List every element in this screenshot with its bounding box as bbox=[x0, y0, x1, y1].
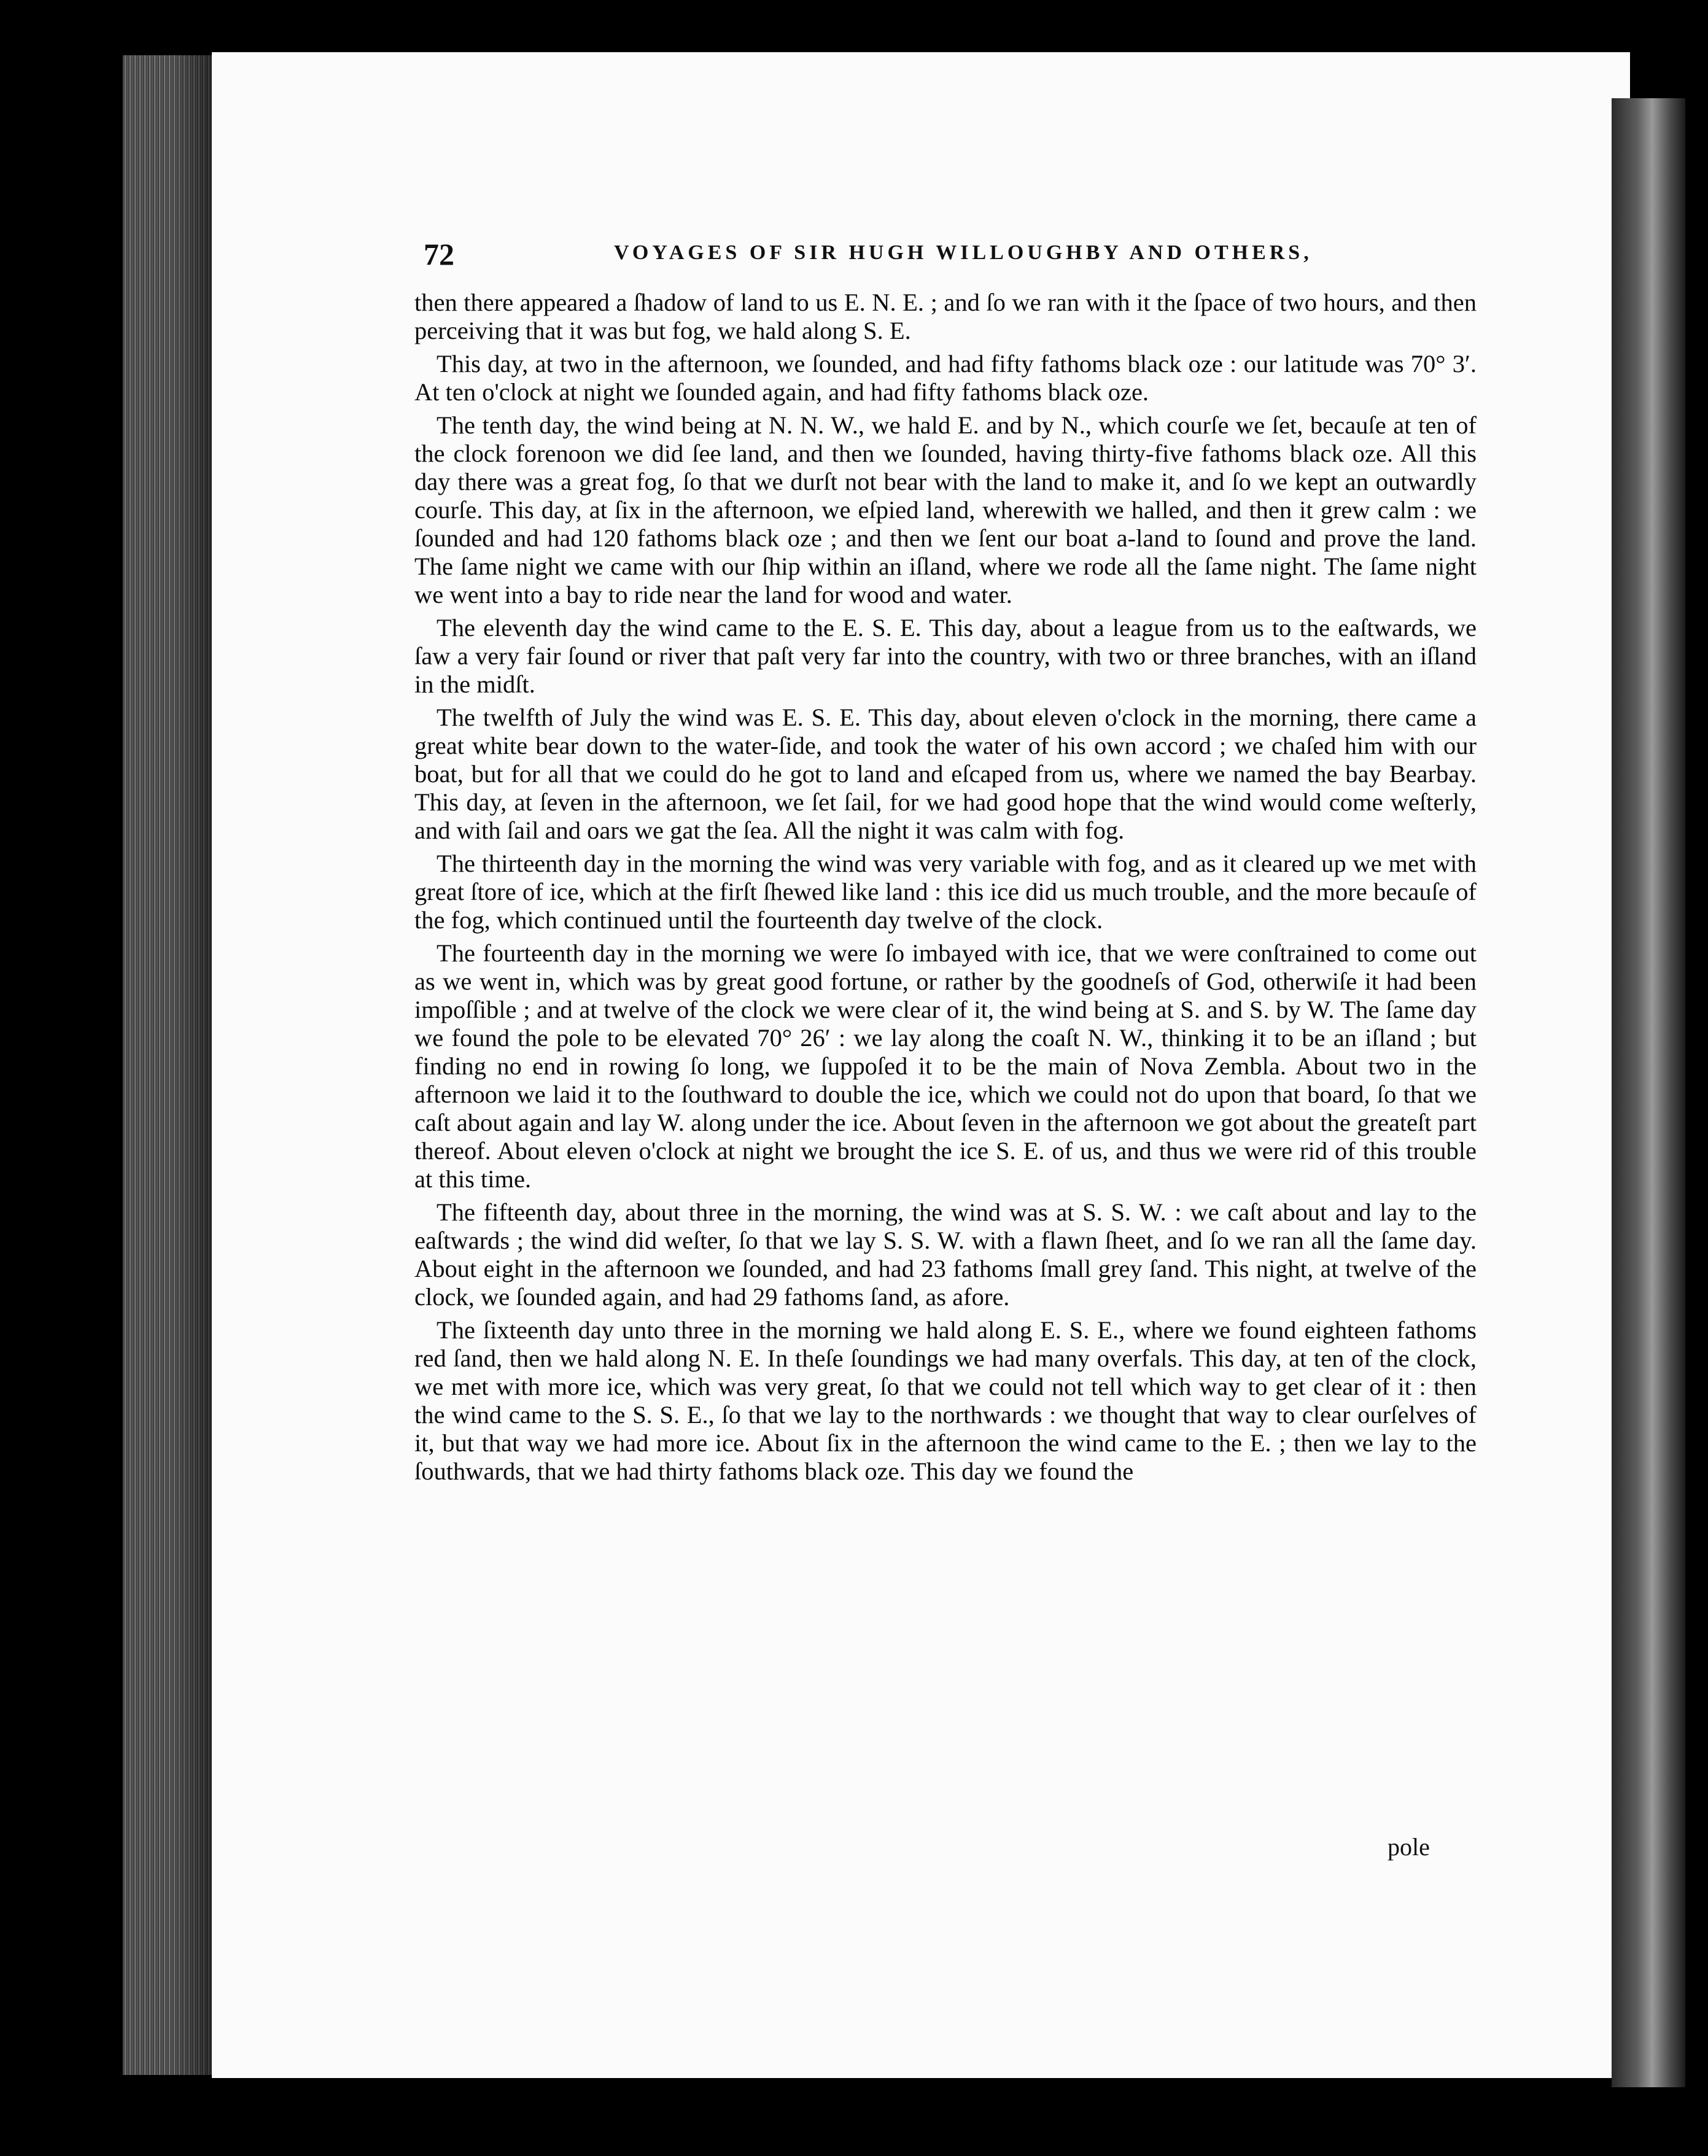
catchword: pole bbox=[1388, 1833, 1430, 1861]
paragraph: This day, at two in the afternoon, we ſounded, and had fifty fathoms black oze : our latitude was 70° 3′. At ten o'clock at night we ſounded again, and had fifty fathoms black oze. bbox=[414, 350, 1477, 406]
paragraph: The fifteenth day, about three in the morning, the wind was at S. S. W. : we caſt about and lay to the eaſtwards ; the wind did weſter, ſo that we lay S. S. W. with a flawn ſheet, and ſo we ran all the ſame day. About eight in the afternoon we ſounded, and had 23 fathoms ſmall grey ſand. This night, at twelve of the clock, we ſounded again, and had 29 fathoms ſand, as afore. bbox=[414, 1198, 1477, 1311]
paragraph: The twelfth of July the wind was E. S. E. This day, about eleven o'clock in the morning, there came a great white bear down to the water-ſide, and took the water of his own accord ; we chaſed him with our boat, but for all that we could do he got to land and eſcaped from us, where we named the bay Bearbay. This day, at ſeven in the afternoon, we ſet ſail, for we had good hope that the wind would come weſterly, and with ſail and oars we gat the ſea. All the night it was calm with fog. bbox=[414, 704, 1477, 844]
paragraph: The fourteenth day in the morning we were ſo imbayed with ice, that we were conſtrained to come out as we went in, which was by great good fortune, or rather by the goodneſs of God, otherwiſe it had been impoſſible ; and at twelve of the clock we were clear of it, the wind being at S. and S. by W. The ſame day we found the pole to be elevated 70° 26′ : we lay along the coaſt N. W., thinking it to be an iſland ; but finding no end in rowing ſo long, we ſuppoſed it to be the main of Nova Zembla. About two in the afternoon we laid it to the ſouthward to double the ice, which we could not do upon that board, ſo that we caſt about again and lay W. along under the ice. About ſeven in the afternoon we got about the greateſt part thereof. About eleven o'clock at night we brought the ice S. E. of us, and thus we were rid of this trouble at this time. bbox=[414, 939, 1477, 1193]
right-binding-edge bbox=[1612, 98, 1685, 2087]
paragraph: The ſixteenth day unto three in the morning we hald along E. S. E., where we found eighteen fathoms red ſand, then we hald along N. E. In theſe ſoundings we had many overfals. This day, at ten of the clock, we met with more ice, which was very great, ſo that we could not tell which way to get clear of it : then the wind came to the S. S. E., ſo that we lay to the northwards : we thought that way to clear ourſelves of it, but that way we had more ice. About ſix in the afternoon the wind came to the E. ; then we lay to the ſouthwards, that we had thirty fathoms black oze. This day we found the bbox=[414, 1316, 1477, 1485]
paragraph: The tenth day, the wind being at N. N. W., we hald E. and by N., which courſe we ſet, becauſe at ten of the clock forenoon we did ſee land, and then we ſounded, having thirty-five fathoms black oze. All this day there was a great fog, ſo that we durſt not bear with the land to make it, and ſo we kept an outwardly courſe. This day, at ſix in the afternoon, we eſpied land, wherewith we halled, and then it grew calm : we ſounded and had 120 fathoms black oze ; and then we ſent our boat a-land to ſound and prove the land. The ſame night we came with our ſhip within an iſland, where we rode all the ſame night. The ſame night we went into a bay to ride near the land for wood and water. bbox=[414, 411, 1477, 608]
page-header bbox=[424, 236, 1467, 273]
running-head: VOYAGES OF SIR HUGH WILLOUGHBY AND OTHERS, bbox=[614, 241, 1313, 264]
page-number: 72 bbox=[424, 237, 454, 271]
paragraph: The eleventh day the wind came to the E. S. E. This day, about a league from us to the eaſtwards, we ſaw a very fair ſound or river that paſt very far into the country, with two or three branches, with an iſland in the midſt. bbox=[414, 614, 1477, 698]
paragraph: then there appeared a ſhadow of land to us E. N. E. ; and ſo we ran with it the ſpace of two hours, and then perceiving that it was but fog, we hald along S. E. bbox=[414, 289, 1477, 344]
text-block bbox=[414, 289, 1477, 1491]
binding-shadow bbox=[172, 55, 215, 2075]
paragraph: The thirteenth day in the morning the wind was very variable with fog, and as it cleared up we met with great ſtore of ice, which at the firſt ſhewed like land : this ice did us much trouble, and the more becauſe of the fog, which continued until the fourteenth day twelve of the clock. bbox=[414, 850, 1477, 934]
